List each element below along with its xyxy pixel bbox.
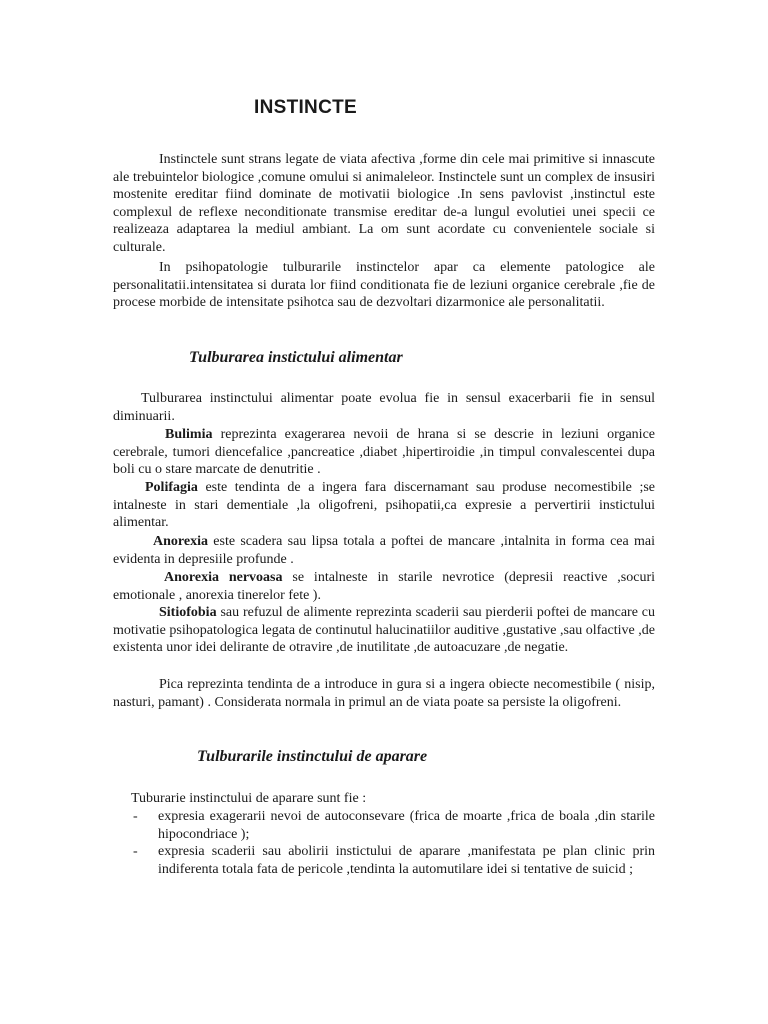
- polifagia-text: este tendinta de a ingera fara discernamant sau produse necomestibile ;se intalneste in stari dementiale ,la oligofreni, psihopatii,ca expresie a pervertirii instictului alimentar.: [113, 480, 655, 531]
- anorexia-paragraph: [113, 533, 655, 568]
- bulimia-term: Bulimia: [165, 427, 213, 442]
- intro-paragraph-2: In psihopatologie tulburarile instinctelor apar ca elemente patologice ale personalitatii.intensitatea si durata lor fiind conditionata fie de leziuni organice cerebrale ,fie de procese morbide de intensitate psihotca sau de dezvoltari dizarmonice ale personalitatii.: [113, 260, 655, 311]
- list-bullet-dash: -: [133, 844, 138, 859]
- sitiofobia-term: Sitiofobia: [159, 605, 217, 620]
- list-item-text: expresia exagerarii nevoi de autoconsevare (frica de moarte ,frica de boala ,din starile hipocondriace );: [158, 809, 655, 842]
- aparare-intro-paragraph: Tuburarie instinctului de aparare sunt fie :: [131, 791, 367, 806]
- page-title: INSTINCTE: [254, 97, 357, 118]
- intro-paragraph-1: Instinctele sunt strans legate de viata afectiva ,forme din cele mai primitive si innascute ale trebuintelor biologice ,comune omului si animaleleor. Instinctele sunt un complex de insusiri mostenite ereditar fiind dominate de motivatii biologice .In sens pavlovist ,instinctul este complexul de reflexe neconditionate transmise ereditar de-a lungul evolutiei unei specii ce realizeaza adaptarea la mediul ambiant. La om sunt acordate cu convenientele sociale si culturale.: [113, 152, 655, 255]
- list-item-text: expresia scaderii sau abolirii instictului de aparare ,manifestata pe plan clinic prin indiferenta totala fata de pericole ,tendinta la automutilare idei si tentative de suicid ;: [158, 844, 655, 877]
- alimentar-intro-paragraph: Tulburarea instinctului alimentar poate evolua fie in sensul exacerbarii fie in sensul diminuarii.: [113, 391, 655, 424]
- anorexia-term: Anorexia: [153, 534, 208, 549]
- polifagia-paragraph: [113, 479, 655, 532]
- bulimia-text: reprezinta exagerarea nevoii de hrana si se descrie in leziuni organice cerebrale, tumori diencefalice ,pancreatice ,diabet ,hipertiroidie ,in timpul convalescentei dupa boli cu o stare marcate de denutritie .: [113, 427, 656, 478]
- list-bullet-dash: -: [133, 809, 138, 824]
- section-heading-aparare: Tulburarile instinctului de aparare: [197, 748, 428, 765]
- bulimia-paragraph: [113, 426, 655, 479]
- sitiofobia-paragraph: [113, 604, 655, 657]
- anorexia-nervoasa-text: se intalneste in starile nevrotice (depresii reactive ,socuri emotionale , anorexia tinerelor fete ).: [113, 570, 656, 603]
- polifagia-term: Polifagia: [145, 480, 198, 495]
- sitiofobia-text: sau refuzul de alimente reprezinta scaderii sau pierderii poftei de mancare cu motivatie psihopatologica legata de continutul halucinatiilor auditive ,gustative ,sau olfactive ,de existenta unor idei delirante de otravire ,de inutilitate ,de autoacuzare ,de negatie.: [113, 605, 656, 656]
- anorexia-nervoasa-paragraph: [113, 569, 655, 604]
- pica-paragraph: Pica reprezinta tendinta de a introduce in gura si a ingera obiecte necomestibile ( nisip, nasturi, pamant) . Considerata normala in primul an de viata poate sa persiste la oligofreni.: [113, 677, 655, 710]
- anorexia-nervoasa-term: Anorexia nervoasa: [164, 570, 283, 585]
- section-heading-alimentar: Tulburarea instictului alimentar: [189, 349, 403, 366]
- anorexia-text: este scadera sau lipsa totala a poftei de mancare ,intalnita in forma cea mai evidenta in depresiile profunde .: [113, 534, 656, 567]
